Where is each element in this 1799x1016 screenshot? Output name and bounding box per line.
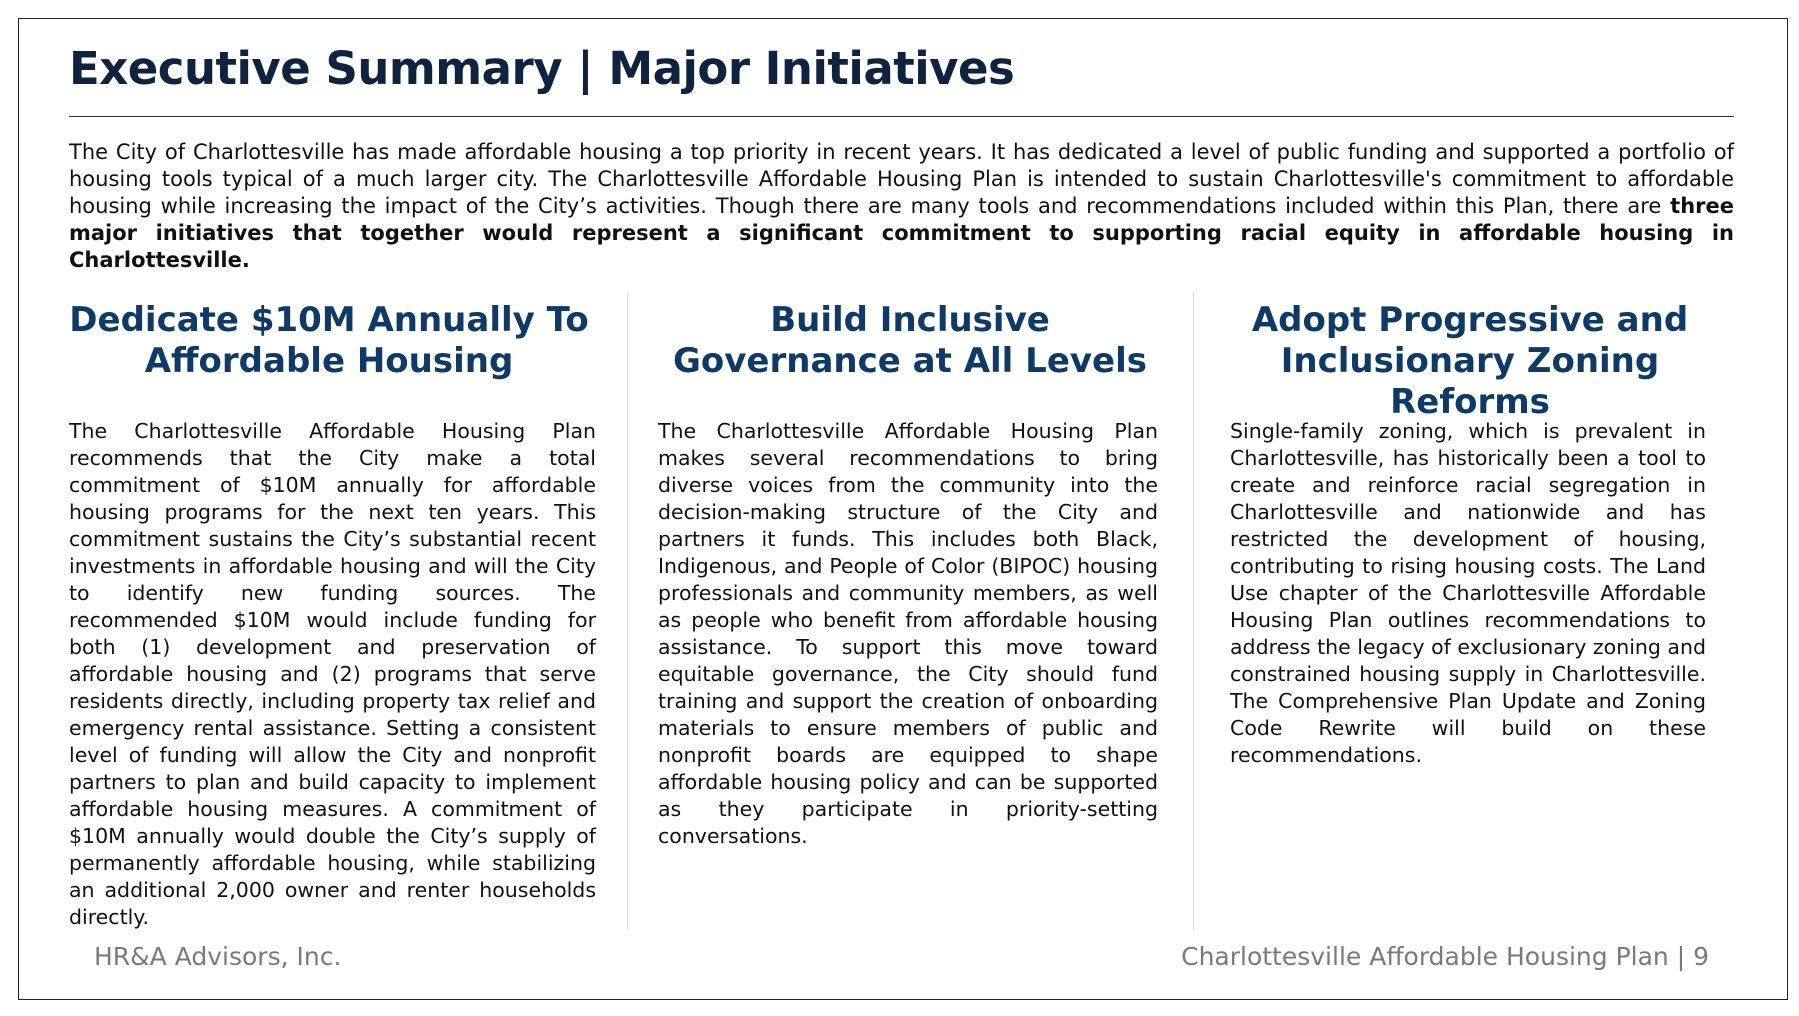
intro-bold-text: three major initiatives that together would represent a significant commitment to supporting racial equity in affordable housing in Charlottesville. bbox=[69, 194, 1734, 272]
footer-page-label: Charlottesville Affordable Housing Plan | 9 bbox=[1181, 942, 1709, 971]
footer-company: HR&A Advisors, Inc. bbox=[94, 942, 342, 971]
intro-text: The City of Charlottesville has made affordable housing a top priority in recent years. It has dedicated a level of public funding and supported a portfolio of housing tools typical of a much larger city. The Charlottesville Affordable Housing Plan is intended to sustain Charlottesville's commitment to affordable housing while increasing the impact of the City’s activities. Though there are many tools and recommendations included within this Plan, there are bbox=[69, 140, 1734, 218]
title-rule bbox=[69, 116, 1734, 117]
column-2-heading: Build Inclusive Governance at All Levels bbox=[673, 300, 1147, 381]
intro-paragraph bbox=[69, 139, 1734, 274]
column-1-body: The Charlottesville Affordable Housing Plan recommends that the City make a total commitment of $10M annually for affordable housing programs for the next ten years. This commitment sustains the City’s substantial recent investments in affordable housing and will the City to identify new funding sources. The recommended $10M would include funding for both (1) development and preservation of affordable housing and (2) programs that serve residents directly, including property tax relief and emergency rental assistance. Setting a consistent level of funding will allow the City and nonprofit partners to plan and build capacity to implement affordable housing measures. A commitment of $10M annually would double the City’s supply of permanently affordable housing, while stabilizing an additional 2,000 owner and renter households directly. bbox=[69, 419, 596, 929]
column-divider-2 bbox=[1193, 292, 1194, 930]
page-title: Executive Summary | Major Initiatives bbox=[69, 42, 1015, 95]
column-1-heading: Dedicate $10M Annually To Affordable Housing bbox=[69, 300, 589, 381]
column-3-heading: Adopt Progressive and Inclusionary Zoning Reforms bbox=[1251, 300, 1689, 422]
column-3-body: Single-family zoning, which is prevalent in Charlottesville, has historically been a tool to create and reinforce racial segregation in Charlottesville and nationwide and has restricted the development of housing, contributing to rising housing costs. The Land Use chapter of the Charlottesville Affordable Housing Plan outlines recommendations to address the legacy of exclusionary zoning and constrained housing supply in Charlottesville. The Comprehensive Plan Update and Zoning Code Rewrite will build on these recommendations. bbox=[1230, 419, 1706, 767]
column-2-body: The Charlottesville Affordable Housing Plan makes several recommendations to bring diverse voices from the community into the decision-making structure of the City and partners it funds. This includes both Black, Indigenous, and People of Color (BIPOC) housing professionals and community members, as well as people who benefit from affordable housing assistance. To support this move toward equitable governance, the City should fund training and support the creation of onboarding materials to ensure members of public and nonprofit boards are equipped to shape affordable housing policy and can be supported as they participate in priority-setting conversations. bbox=[658, 419, 1158, 848]
column-divider-1 bbox=[627, 292, 628, 930]
